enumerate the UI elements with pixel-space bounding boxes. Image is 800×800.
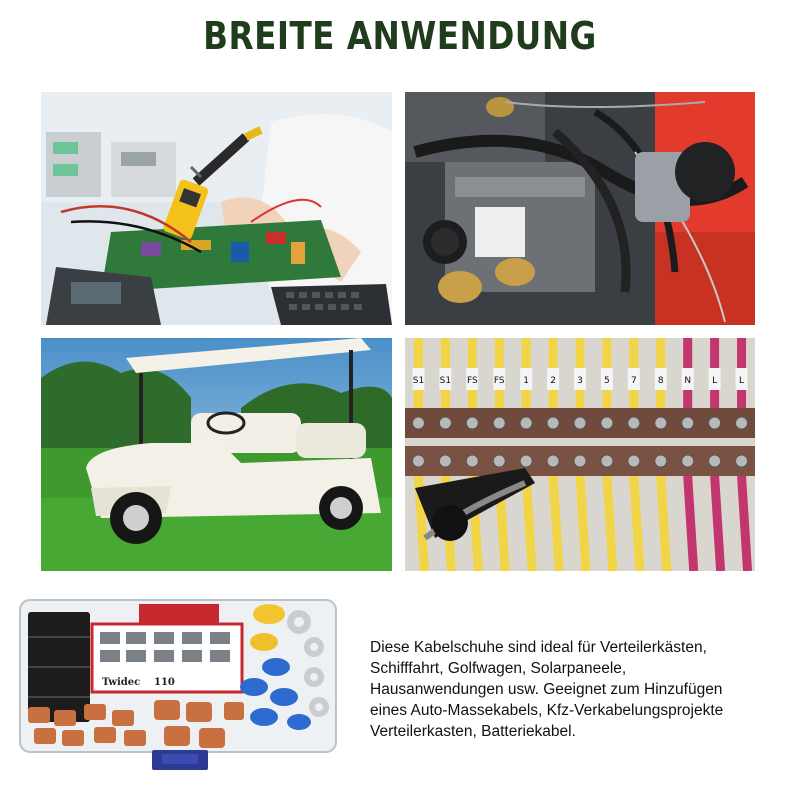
wire-marker-label: 7 [630,376,637,386]
terminal-screw [601,455,613,467]
description-text [370,637,790,742]
terminal-screw [574,417,586,429]
wire-marker-label: L [739,376,745,386]
terminal-screw [412,455,424,467]
golf-cart-photo [41,338,392,571]
terminal-screw [493,417,505,429]
terminal-screw [547,455,559,467]
count-label: 110 [154,677,175,688]
terminal-screw [466,455,478,467]
terminal-screw [520,455,532,467]
terminal-screw [439,417,451,429]
terminal-screw [709,417,721,429]
wire-marker-label: 2 [550,376,556,386]
terminal-screw [655,455,667,467]
wire-marker-label: FS [493,376,505,386]
terminal-block-wiring-photo [405,338,755,571]
wire-marker-label: 5 [604,376,610,386]
terminal-screw [682,417,694,429]
terminal-screw [736,455,748,467]
description-line: eines Auto-Massekabels, Kfz-Verkabelungsprojekte [370,702,724,719]
terminal-screw [736,417,748,429]
wire-marker-label: 3 [577,376,583,386]
wire-marker-label: N [684,376,692,386]
description-line: Schifffahrt, Golfwagen, Solarpaneele, [370,660,627,677]
terminal-screw [466,417,478,429]
terminal-screw [709,455,721,467]
wire-marker-label: FS [466,376,478,386]
terminal-screw [493,455,505,467]
electronics-workbench-photo [41,92,392,325]
brand-label: Twidec [102,677,141,688]
terminal-screw [628,417,640,429]
terminal-screw [628,455,640,467]
terminal-screw [439,455,451,467]
wire-marker-label: L [712,376,718,386]
terminal-screw [520,417,532,429]
description-line: Verteilerkasten, Batteriekabel. [370,723,576,740]
description-line: Diese Kabelschuhe sind ideal für Verteilerkästen, [370,639,707,656]
wire-marker-label: 8 [657,376,664,386]
page-title: BREITE ANWENDUNG [203,14,597,58]
terminal-screw [547,417,559,429]
wire-marker-label: 1 [523,376,530,386]
description-line: Hausanwendungen usw. Geeignet zum Hinzufügen [370,681,723,698]
wire-marker-label: S1 [412,376,425,386]
terminal-screw [682,455,694,467]
car-engine-photo [405,92,755,325]
terminal-screw [574,455,586,467]
wire-marker-label: S1 [439,376,452,386]
terminal-screw [655,417,667,429]
terminal-screw [412,417,424,429]
terminal-screw [601,417,613,429]
cable-lug-assortment-box-photo [14,592,342,782]
